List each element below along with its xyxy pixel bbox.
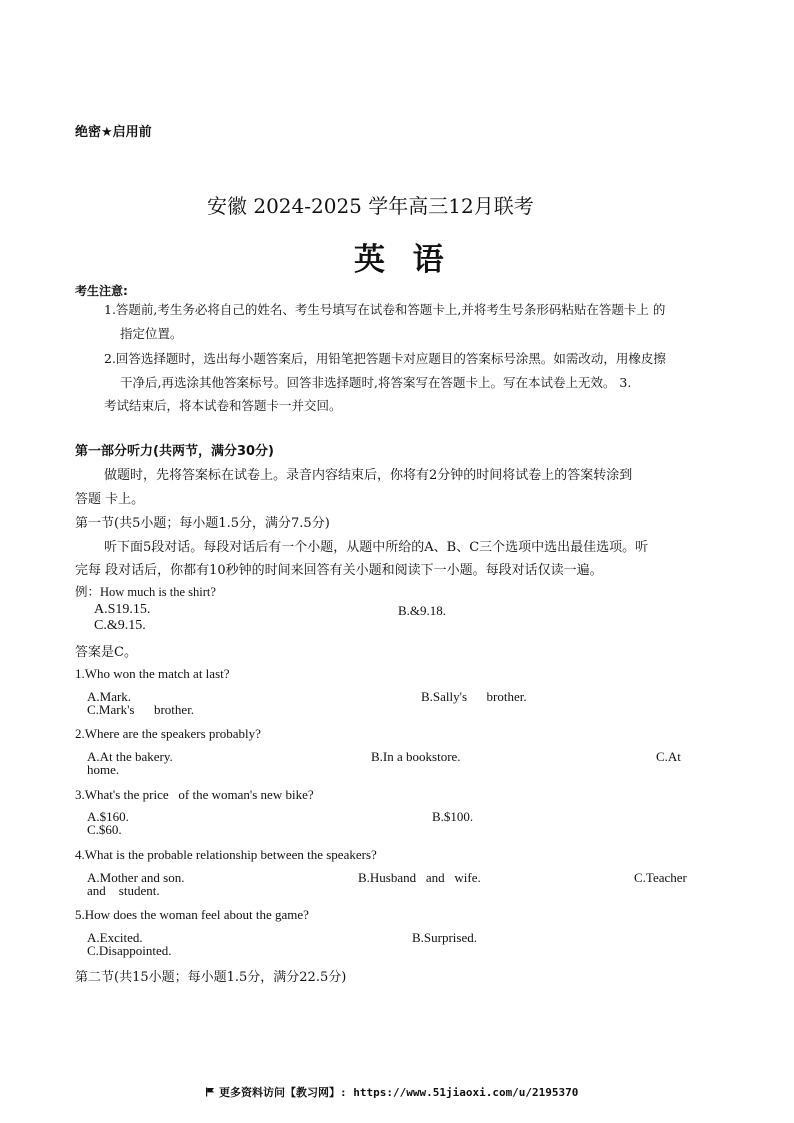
section1-intro: 听下面5段对话。每段对话后有一个小题，从题中所给的A、B、C三个选项中选出最佳选项。听 [104,540,649,555]
q1-option-a: A.Mark. [87,689,132,704]
section2-title: 第二节(共15小题；每小题1.5分，满分22.5分) [75,970,347,985]
example-option-c: C.&9.15. [94,618,146,633]
q4-option-b: B.Husband and wife. [358,870,481,885]
q2-option-c-cont: home. [87,762,120,777]
section1-title: 第一节(共5小题；每小题1.5分，满分7.5分) [75,516,330,531]
secret-label: 绝密★启用前 [75,125,152,140]
q4-option-a: A.Mother and son. [87,870,185,885]
question-4: 4.What is the probable relationship between the speakers? [75,847,377,862]
subject-title: 英 语 [354,242,446,278]
example-answer: 答案是C。 [75,645,137,660]
notice-line: 2.回答选择题时，选出每小题答案后，用铅笔把答题卡对应题目的答案标号涂黑。如需改动，用橡皮擦 [104,351,666,366]
q2-option-b: B.In a bookstore. [371,749,461,764]
question-2: 2.Where are the speakers probably? [75,726,261,741]
question-1: 1.Who won the match at last? [75,666,230,681]
q3-option-a: A.$160. [87,809,129,824]
q5-option-c: C.Disappointed. [87,943,172,958]
footer-link[interactable]: 更多资料访问【教习网】: https://www.51jiaoxi.com/u/2195370 [219,1086,579,1099]
q3-option-c: C.$60. [87,822,122,837]
notice-line: 1.答题前,考生务必将自己的姓名、考生号填写在试卷和答题卡上,并将考生号条形码粘贴在答题卡上 的 [104,302,666,317]
part1-title: 第一部分听力(共两节，满分30分) [75,444,274,459]
q1-option-c: C.Mark's brother. [87,702,195,717]
question-3: 3.What's the price of the woman's new bike? [75,787,314,802]
notice-line: 考试结束后，将本试卷和答题卡一并交回。 [104,398,342,413]
notice-line: 指定位置。 [120,326,183,341]
q2-option-c: C.At [656,749,681,764]
example-option-b: B.&9.18. [398,603,447,618]
q2-option-a: A.At the bakery. [87,749,173,764]
q3-option-b: B.$100. [432,809,474,824]
notice-line: 干净后,再选涂其他答案标号。回答非选择题时,将答案写在答题卡上。写在本试卷上无效。 3. [120,375,632,390]
q5-option-a: A.Excited. [87,930,143,945]
q4-option-c: C.Teacher [634,870,687,885]
part1-intro: 做题时，先将答案标在试卷上。录音内容结束后，你将有2分钟的时间将试卷上的答案转涂到 [104,468,633,483]
q5-option-b: B.Surprised. [412,930,477,945]
example-option-a: A.S19.15. [94,602,151,617]
part1-intro: 答题 卡上。 [75,492,145,507]
section1-intro: 完每 段对话后，你都有10秒钟的时间来回答有关小题和阅读下一小题。每段对话仅读一遍。 [75,563,603,578]
exam-title: 安徽 2024-2025 学年高三12月联考 [207,194,534,218]
example-question: 例：How much is the shirt? [75,585,216,599]
q1-option-b: B.Sally's brother. [421,689,527,704]
q4-option-c-cont: and student. [87,883,160,898]
flag-icon [205,1087,215,1097]
footer [205,1084,578,1100]
notice-title: 考生注意: [75,284,128,298]
question-5: 5.How does the woman feel about the game? [75,907,309,922]
